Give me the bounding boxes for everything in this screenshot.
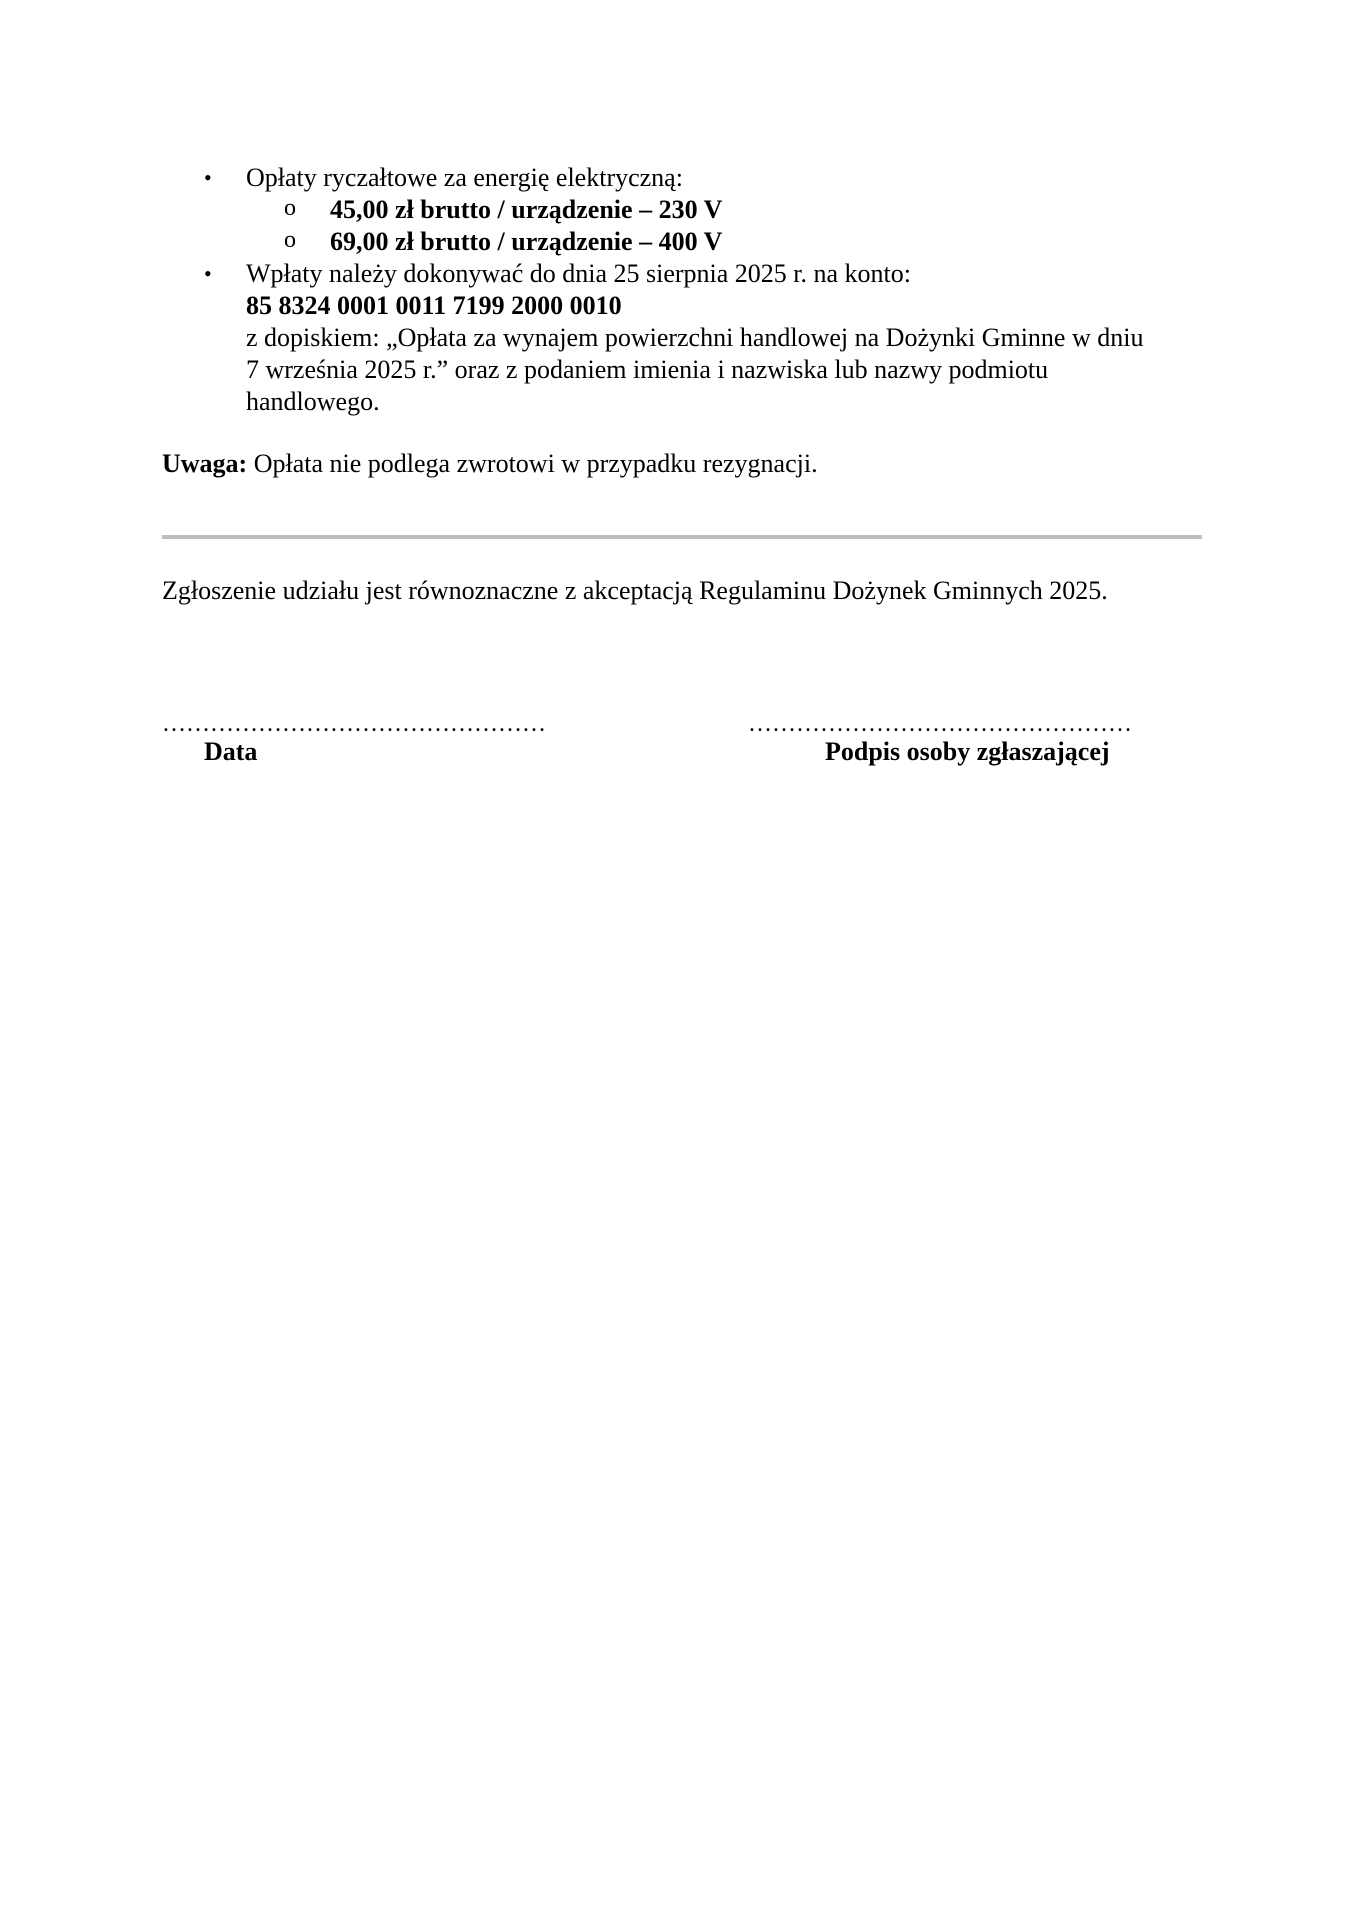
bullet-icon: •: [204, 165, 212, 190]
circle-bullet-icon: o: [284, 195, 296, 221]
payment-note-line-3: handlowego.: [246, 387, 380, 416]
date-label: Data: [204, 737, 258, 766]
signature-label: Podpis osoby zgłaszającej: [825, 737, 1110, 766]
circle-bullet-icon: o: [284, 227, 296, 253]
bank-account-number: 85 8324 0001 0011 7199 2000 0010: [246, 291, 622, 320]
acceptance-statement: Zgłoszenie udziału jest równoznaczne z akceptacją Regulaminu Dożynek Gminnych 2025.: [162, 576, 1108, 605]
fees-title: Opłaty ryczałtowe za energię elektryczną:: [246, 163, 683, 192]
payment-intro: Wpłaty należy dokonywać do dnia 25 sierpnia 2025 r. na konto:: [246, 259, 912, 288]
note-text: Opłata nie podlega zwrotowi w przypadku rezygnacji.: [247, 449, 818, 478]
bullet-icon: •: [204, 261, 212, 286]
fee-option-400v: [246, 226, 1212, 258]
date-signature-line: …………………………………………: [162, 711, 546, 737]
fees-list: [162, 162, 1212, 418]
signature-line: …………………………………………: [748, 711, 1132, 737]
fee-option-text: 69,00 zł brutto / urządzenie – 400 V: [330, 227, 723, 256]
payment-note-line-1: z dopiskiem: „Opłata za wynajem powierzchni handlowej na Dożynki Gminne w dniu: [246, 323, 1144, 352]
payment-note-line-2: 7 września 2025 r.” oraz z podaniem imienia i nazwiska lub nazwy podmiotu: [246, 355, 1049, 384]
horizontal-divider: [162, 535, 1202, 539]
note-label: Uwaga:: [162, 449, 248, 478]
payment-bullet: [162, 258, 1212, 418]
fees-options-list: [246, 194, 1212, 258]
fees-bullet: [162, 162, 1212, 258]
fee-option-230v: [246, 194, 1212, 226]
note-paragraph: [162, 448, 1212, 480]
fee-option-text: 45,00 zł brutto / urządzenie – 230 V: [330, 195, 723, 224]
